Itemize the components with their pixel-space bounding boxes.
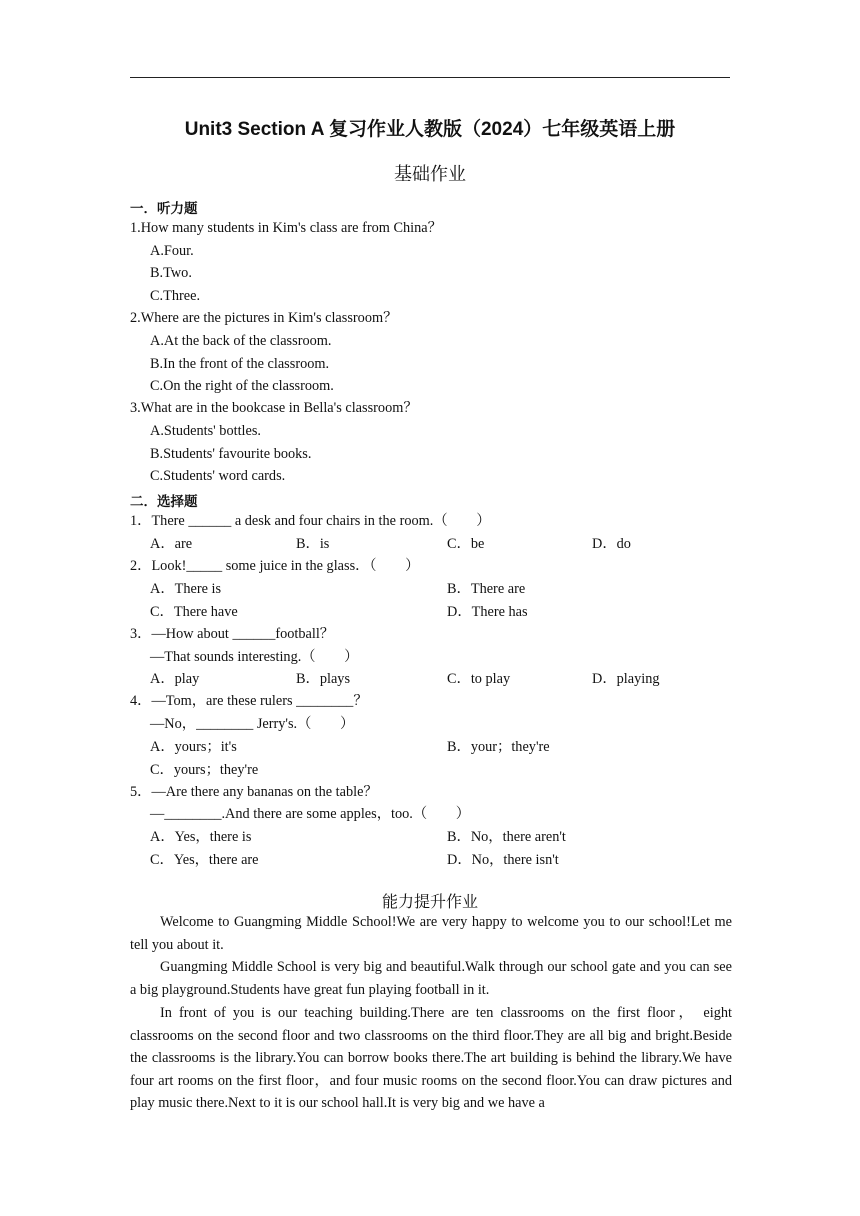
option-d: D．No，there isn't <box>447 852 559 868</box>
choice-heading: 二．选择题 <box>130 494 198 510</box>
option-a: A.At the back of the classroom. <box>150 333 332 349</box>
option-a: A．Yes，there is <box>150 829 252 845</box>
question-text: 3.What are in the bookcase in Bella's classroom？ <box>130 400 418 416</box>
option-d: D．do <box>592 536 631 552</box>
question-continuation: —________.And there are some apples，too.（ ） <box>150 806 471 822</box>
option-b: B．your；they're <box>447 739 550 755</box>
option-c: C.Students' word cards. <box>150 468 286 484</box>
option-c: C.On the right of the classroom. <box>150 378 334 394</box>
option-a: A．yours；it's <box>150 739 237 755</box>
option-c: C．There have <box>150 604 238 620</box>
reading-paragraph: In front of you is our teaching building.There are ten classrooms on the first floor， eight classrooms on the second floor and two classrooms on the third floor.They are all big and bright.Beside the classrooms is the library.You can borrow books there.The art building is behind the library.We have four art rooms on the first floor，and four music rooms on the second floor.You can draw pictures and play music there.Next to it is our school hall.It is very big and we have a <box>130 1005 732 1112</box>
option-b: B.Two. <box>150 265 192 281</box>
question-text: 1.How many students in Kim's class are from China？ <box>130 220 442 236</box>
document-title: Unit3 Section A 复习作业人教版（2024）七年级英语上册 <box>184 119 676 140</box>
option-c: C．Yes，there are <box>150 852 259 868</box>
question-text: 4．—Tom，are these rulers ________？ <box>130 693 368 709</box>
question-text: 2．Look!_____ some juice in the glass．（ ） <box>130 558 420 574</box>
option-a: A．are <box>150 536 193 552</box>
option-b: B．There are <box>447 581 526 597</box>
option-a: A.Four. <box>150 243 194 259</box>
option-c: C.Three. <box>150 288 201 304</box>
header-rule <box>130 77 730 78</box>
question-text: 1．There ______ a desk and four chairs in the room.（ ） <box>130 513 491 529</box>
option-d: D．There has <box>447 604 528 620</box>
option-c: C．be <box>447 536 485 552</box>
option-b: B.In the front of the classroom. <box>150 356 330 372</box>
question-continuation: —That sounds interesting.（ ） <box>150 649 359 665</box>
section-title-basic: 基础作业 <box>394 164 466 185</box>
question-text: 3．—How about ______football？ <box>130 626 335 642</box>
option-c: C．yours；they're <box>150 762 259 778</box>
question-text: 2.Where are the pictures in Kim's classroom？ <box>130 310 398 326</box>
reading-paragraph: Guangming Middle School is very big and beautiful.Walk through our school gate and you can see a big playground.Students have great fun playing football in it. <box>130 959 732 998</box>
section-title-advanced: 能力提升作业 <box>381 892 478 911</box>
listening-heading: 一．听力题 <box>130 201 198 217</box>
option-b: B．plays <box>296 671 351 687</box>
option-d: D．playing <box>592 671 660 687</box>
option-b: B．is <box>296 536 330 552</box>
question-continuation: —No，________ Jerry's.（ ） <box>150 716 355 732</box>
option-c: C．to play <box>447 671 511 687</box>
option-b: B.Students' favourite books. <box>150 446 312 462</box>
option-a: A．play <box>150 671 200 687</box>
question-text: 5．—Are there any bananas on the table？ <box>130 784 378 800</box>
reading-paragraph: Welcome to Guangming Middle School!We are very happy to welcome you to our school!Let me tell you about it. <box>130 914 732 953</box>
option-b: B．No，there aren't <box>447 829 566 845</box>
option-a: A.Students' bottles. <box>150 423 261 439</box>
option-a: A．There is <box>150 581 222 597</box>
